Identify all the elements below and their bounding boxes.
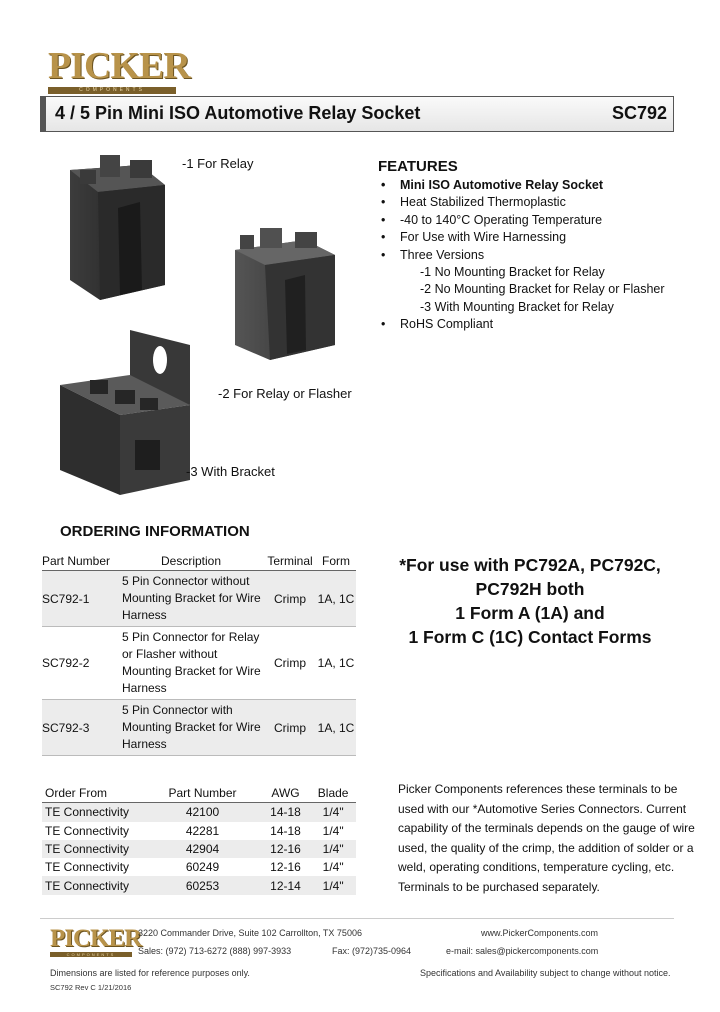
bullet-icon: •	[381, 178, 386, 192]
col-order-from: Order From	[42, 784, 144, 803]
ordering-table	[42, 551, 356, 756]
product-photos	[40, 140, 360, 500]
features-list	[378, 177, 698, 334]
title-bar	[40, 96, 674, 132]
footer-address: 3220 Commander Drive, Suite 102 Carrollton, TX 75006	[138, 928, 362, 938]
cell-form: 1A, 1C	[317, 656, 355, 670]
footer-sales: Sales: (972) 713-6272 (888) 997-3933	[138, 946, 292, 956]
terminal-note: Picker Components references these terminals to be used with our *Automotive Series Connectors. Current capability of the terminals depends on the gauge of wire used, the quality of the crimp, the addition of solder or a weld, operating conditions, temperature cycling, etc. Terminals to be purchased separately.	[398, 782, 695, 894]
footer-brand-tagline: COMPONENTS	[50, 952, 132, 957]
feature-item: • Mini ISO Automotive Relay Socket	[378, 177, 698, 194]
feature-item: • Three Versions	[378, 247, 698, 264]
part-number: SC792	[611, 103, 667, 123]
col-part-number: Part Number	[42, 551, 118, 571]
cell-description: 5 Pin Connector for Relay or Flasher without Mounting Bracket for Wire Harness	[122, 630, 261, 695]
footer-fax: Fax: (972)735-0964	[332, 946, 412, 956]
footer-logo	[50, 925, 142, 957]
brand-tagline: COMPONENTS	[48, 87, 176, 94]
title-bar-accent	[41, 97, 46, 131]
feature-subitem: -1 No Mounting Bracket for Relay	[420, 265, 605, 280]
feature-subitem: -2 No Mounting Bracket for Relay or Flasher	[420, 282, 665, 297]
table-row	[42, 627, 356, 700]
cell-part: SC792-2	[42, 656, 90, 670]
ordering-heading: ORDERING INFORMATION	[60, 523, 250, 540]
col-form: Form	[316, 551, 356, 571]
features-heading: FEATURES	[378, 158, 458, 175]
col-terminal: Terminal	[264, 551, 316, 571]
bullet-icon: •	[381, 247, 386, 262]
footer-revision: SC792 Rev C 1/21/2016	[50, 983, 132, 992]
feature-item: • -40 to 140°C Operating Temperature	[378, 212, 698, 229]
col-description: Description	[118, 551, 264, 571]
table-row: TE Connectivity 60249 12-16 1/4"	[45, 860, 344, 875]
photo-label-2: -2 For Relay or Flasher	[218, 386, 352, 401]
table-row	[42, 571, 356, 627]
brand-name: PICKER	[48, 45, 190, 87]
cell-part: SC792-1	[42, 591, 90, 606]
cell-terminal: Crimp	[274, 720, 306, 735]
terminals-table	[42, 784, 356, 895]
bullet-icon: •	[381, 195, 386, 210]
feature-item: • For Use with Wire Harnessing	[378, 229, 698, 246]
bullet-icon: •	[381, 317, 386, 332]
footer-disclaimer-right: Specifications and Availability subject to change without notice.	[420, 968, 671, 978]
bullet-icon: •	[381, 230, 386, 245]
table-row	[42, 700, 356, 756]
table-row: TE Connectivity 42100 14-18 1/4"	[42, 803, 356, 822]
cell-description: 5 Pin Connector without Mounting Bracket for Wire Harness	[122, 574, 261, 622]
feature-item: • RoHS Compliant	[378, 316, 698, 333]
table-row: TE Connectivity 42281 14-18 1/4"	[45, 823, 344, 838]
footer-rule	[40, 918, 674, 919]
col-part-number: Part Number	[144, 784, 260, 803]
cell-terminal: Crimp	[274, 656, 306, 670]
brand-logo	[48, 45, 190, 94]
photo-label-3: -3 With Bracket	[186, 464, 275, 479]
cell-terminal: Crimp	[274, 591, 306, 606]
cell-form: 1A, 1C	[317, 720, 355, 735]
footer-email[interactable]: e-mail: sales@pickercomponents.com	[446, 946, 599, 956]
feature-subitem: -3 With Mounting Bracket for Relay	[420, 299, 614, 314]
col-blade: Blade	[310, 784, 356, 803]
table-row: TE Connectivity 42904 12-16 1/4"	[42, 840, 356, 858]
page-title: 4 / 5 Pin Mini ISO Automotive Relay Socket	[55, 103, 421, 123]
compatibility-note: *For use with PC792A, PC792C, PC792H both 1 Form A (1A) and 1 Form C (1C) Contact Forms	[399, 555, 661, 647]
relay-socket-3-image	[60, 330, 190, 495]
feature-item: • Heat Stabilized Thermoplastic	[378, 194, 698, 211]
table-row: TE Connectivity 60253 12-14 1/4"	[42, 876, 356, 894]
relay-socket-2-image	[235, 228, 335, 360]
cell-part: SC792-3	[42, 720, 90, 735]
footer-disclaimer-left: Dimensions are listed for reference purposes only.	[50, 968, 250, 978]
relay-socket-1-image	[70, 155, 165, 300]
cell-form: 1A, 1C	[317, 591, 355, 606]
bullet-icon: •	[381, 212, 386, 227]
footer-brand-name: PICKER	[50, 925, 142, 952]
cell-description: 5 Pin Connector with Mounting Bracket for Wire Harness	[122, 703, 261, 751]
footer-website[interactable]: www.PickerComponents.com	[481, 928, 599, 938]
col-awg: AWG	[261, 784, 311, 803]
photo-label-1: -1 For Relay	[182, 156, 254, 171]
